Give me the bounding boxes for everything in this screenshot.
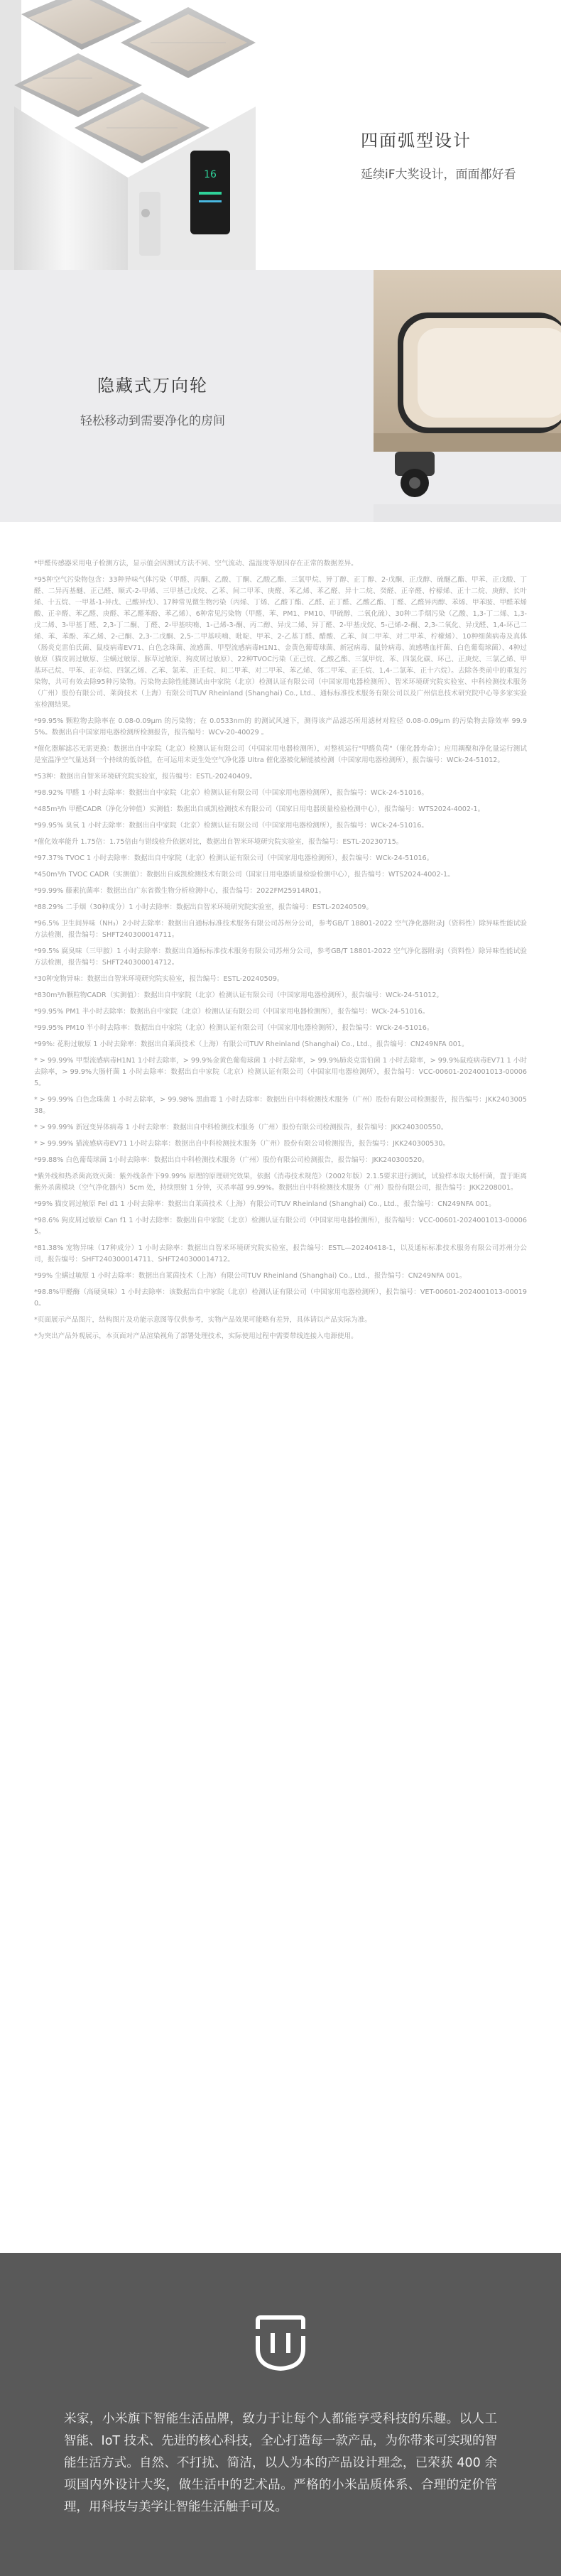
footnote: *99.95% PM1 半小时去除率：数据出自中家院（北京）检测认证有限公司（中国家用电器检测所），报告编号：WCk-24-51016。 [34, 1008, 430, 1016]
footnote: *99.95% 臭氧 1 小时去除率：数据出自中家院（北京）检测认证有限公司（中国家用电器检测所），报告编号：WCk-24-51016。 [34, 822, 428, 830]
footnote: *99% 猫皮屑过敏原 Fel d1 1 小时去除率：数据出自莱茵技术（上海）有限公司TUV Rheinland (Shanghai) Co., Ltd.，报告编号：CN249NFA 001。 [34, 1200, 496, 1208]
footnote: *99%: 花粉过敏原 1 小时去除率：数据出自莱茵技术（上海）有限公司TUV Rheinland (Shanghai) Co., Ltd.，报告编号：CN249NFA 001。 [34, 1040, 469, 1048]
footnote: *97.37% TVOC 1 小时去除率：数据出自中家院（北京）检测认证有限公司（中国家用电器检测所），报告编号：WCk-24-51016。 [34, 854, 434, 862]
footnote: *53种：数据出自智米环境研究院实验室，报告编号：ESTL-20240409。 [34, 773, 257, 781]
footnote: *830m³/h颗粒物CADR（实测值）：数据出自中家院（北京）检测认证有限公司（中国家用电器检测所），报告编号：WCk-24-51012。 [34, 991, 444, 999]
footnote: *98.92% 甲醛 1 小时去除率：数据出自中家院（北京）检测认证有限公司（中国家用电器检测所），报告编号：WCk-24-51016。 [34, 789, 428, 797]
footnote: *99.99% 藤素抗菌率：数据出自广东省微生物分析检测中心，报告编号：2022FM25914R01。 [34, 887, 326, 895]
caster-wheel-closeup-image [374, 270, 561, 522]
footnote: *98.8%甲醛酶（高硬臭味）1 小时去除率：该数据出自中家院（北京）检测认证有限公司（中国家用电器检测所），报告编号：VET-00601-2024001013-000190。 [34, 1288, 527, 1308]
design-subtitle: 延续iF大奖设计，面面都好看 [361, 168, 516, 182]
four-side-arc-design-section [0, 0, 561, 270]
footnote: *催化效率能升 1.75倍：1.75倍由与错线检升依据对比，数据出自智米环境研究院实验室，报告编号：ESTL-20230715。 [34, 838, 403, 846]
footnote: *99.95% 颗粒物去除率在 0.08-0.09μm 的污染物；在 0.0533nm的 的测试风速下，测得该产品滤芯所用滤材对粒径 0.08-0.09μm 的污染物去除效率 99.95%。数据出自中国家用电器检测所检测报告，报告编号：WCv-20-40029 。 [34, 717, 527, 737]
footnote: *99.88% 白色葡萄球菌 1小时去除率：数据出自中科检测技术服务（广州）股份有限公司检测报告，报告编号：JKK240300520。 [34, 1156, 429, 1164]
svg-text:16: 16 [204, 169, 217, 180]
design-title: 四面弧型设计 [361, 131, 472, 151]
brand-introduction: 米家，小米旗下智能生活品牌，致力于让每个人都能享受科技的乐趣。以人工智能、IoT 技术、先进的核心科技，全心打造每一款产品，为你带来可实现的智能生活方式。自然、不打扰、简洁，以人为本的产品设计理念，已荣获 400 余项国内外设计大奖，做生活中的艺术品。严格的小米品质体系、合理的定价管理，用科技与美学让智能生活触手可及。 [64, 2412, 497, 2514]
footnote: *81.38% 宠物异味（17种成分）1 小时去除率：数据出自智米环境研究院实验室，报告编号：ESTL—20240418-1，以及通标标准技术服务有限公司苏州分公司，报告编号：SHFT240300014711、SHFT240300014712。 [34, 1244, 527, 1263]
footnote: *88.29% 二手烟（30种成分）1 小时去除率：数据出自智米环境研究院实验室，报告编号：ESTL-20240509。 [34, 903, 374, 911]
footnote: * > 99.99% 白色念珠菌 1 小时去除率，> 99.98% 黑曲霉 1 小时去除率：数据出自中科检测技术服务（广州）股份有限公司检测报告，报告编号：JKK240300538。 [34, 1096, 527, 1115]
footnote: *30种宠物异味：数据出自智米环境研究院实验室，报告编号：ESTL-20240509。 [34, 975, 284, 983]
mijia-brand-footer [0, 2253, 561, 2576]
disclaimer-footnotes [34, 558, 527, 1347]
footnote: *96.5% 卫生间异味（NH₃）2小时去除率：数据出自通标标准技术服务有限公司苏州分公司，参考GB/T 18801-2022 空气净化器附录J（资料性）除异味性能试验方法检测，报告编号：SHFT240300014711。 [34, 920, 527, 939]
hidden-caster-wheel-section [0, 270, 561, 522]
footnote: *95种空气污染物包含：33种异味气体污染（甲醛、丙酮、乙酸、丁酮、乙酸乙酯、三氯甲烷、异丁醇、正丁醇、2-戊酮、正戊醇、硫醚乙酯、甲苯、正戊酸、丁醛、二异丙基醚、正己醛、顺式-2-甲烯、三甲基己戊烷、乙苯、间二甲苯、庚醛、苯乙烯、苯乙醛、异十二烷、癸醛、正辛醛、柠檬烯、正十二烷、庚醇、长叶烯、十五烷、一甲基-1-异戊、己酸异戊）、17种常见微生物污染（丙烯、丁烯、乙酸丁酯、乙醛、正丁醛、乙酸乙酯、丁醛、乙醛异丙醇、苯烯、甲苯胺、甲醛苯烯酸、正辛醛、苯乙醛、庚醛、苯乙醛苯酚、苯乙烯）、6种常见污染物（甲醛、苯、PM1、PM10、甲硫醇、二氧化硫）、30种二手烟污染（乙酸、1,3-丁二烯、1,3-戊二烯、3-甲基丁醛、2,3-丁二酮、丁醛、2-甲基呋喃、1-己烯-3-酮、丙二醇、异戊二烯、异丁醛、2-甲基戊烷、5-己烯-2-酮、2,3-二氧化、异戊醛、1,4-环己二烯、苯、苯酚、苯乙烯、2-己酮、2,3-二戊酮、2,5-二甲基呋喃、吡啶、甲苯、2-乙基丁醛、醋酸、乙苯、间二甲苯、对二甲苯、柠檬烯）、10种细菌病毒及真体（肠炎克雷伯氏菌、鼠疫病毒EV71、白色念珠菌、流感菌、甲型流感病毒H1N1、金黄色葡萄球菌、新冠病毒、鼠铃病毒、流感嗜血杆菌、白色葡萄球菌）、4种过敏原（猫皮屑过敏原、尘螨过敏原、豚草过敏原、狗皮屑过敏原）、22种TVOC污染（正己烷、乙酸乙酯、三氯甲烷、苯、四氯化碳、环己、正庚烷、三氯乙烯、甲基环己烷、甲苯、正辛烷、四氯乙烯、乙苯、氯苯、正壬烷、间二甲苯、对二甲苯、苯乙烯、邻二甲苯、正壬烷、1,4-二氯苯、正十六烷）。去除各类前中的重复污染物，共可有效去除95种污染物。污染物去除性能测试由中家院（北京）检测认证有限公司（中国家用电器检测所）、智米环境研究院实验室、中科检测技术服务（广州）股份有限公司、莱茵技术（上海）有限公司TUV Rheinland (Shanghai) Co., Ltd.、通标标准技术服务有限公司以及广州信息技术研究院中心等多家实验室检测结果。 [34, 576, 527, 709]
footnote: *99% 尘螨过敏原 1 小时去除率：数据出自莱茵技术（上海）有限公司TUV Rheinland (Shanghai) Co., Ltd.，报告编号：CN249NFA 001。 [34, 1272, 467, 1280]
mijia-logo-icon [255, 2313, 306, 2371]
footnote: * > 99.99% 新冠变异体病毒 1 小时去除率：数据出自中科检测技术服务（广州）股份有限公司检测报告，报告编号：JKK240300550。 [34, 1124, 448, 1131]
footnote: *99.5% 腐臭味（三甲胺）1 小时去除率：数据出自通标标准技术服务有限公司苏州分公司，参考GB/T 18801-2022 空气净化器附录J（资料性）除异味性能试验方法检测，报告编号：SHFT240300014712。 [34, 947, 527, 967]
wheel-caption [39, 371, 266, 428]
design-caption [361, 126, 561, 182]
footnote: *98.6% 狗皮屑过敏原 Can f1 1 小时去除率：数据出自中家院（北京）检测认证有限公司（中国家用电器检测所），报告编号：VCC-00601-2024001013-000065。 [34, 1217, 527, 1236]
footnote: * > 99.99% 甲型流感病毒H1N1 1小时去除率，> 99.9%金黄色葡萄球菌 1 小时去除率，> 99.9%肺炎克雷伯菌 1 小时去除率，> 99.9%鼠疫病毒EV71 1 小时去除率，> 99.9%大肠杆菌 1 小时去除率：数据出自中家院（北京）检测认证有限公司（中国家用电器检测所），报告编号：VCC-00601-2024001013-000065。 [34, 1057, 527, 1087]
footnote: *99.95% PM10 半小时去除率：数据出自中家院（北京）检测认证有限公司（中国家用电器检测所），报告编号：WCk-24-51016。 [34, 1024, 434, 1032]
wheel-subtitle: 轻松移动到需要净化的房间 [80, 414, 225, 428]
footnote: *485m³/h 甲醛CADR（净化分钟值）实测值：数据出自威凯检测技术有限公司（国家日用电器质量检验检测中心），报告编号：WTS2024-4002-1。 [34, 805, 485, 813]
footnote: *450m³/h TVOC CADR（实测值）：数据出自威凯检测技术有限公司（国家日用电器质量检验检测中心），报告编号：WTS2024-4002-1。 [34, 871, 454, 879]
footnote: *为突出产品外观展示，本页面对产品渲染视角了部署处理技术，实际使用过程中需要带线连接入电源使用。 [34, 1332, 358, 1340]
footnote: *页面展示产品图片，结构图片及功能示意图等仅供参考，实物产品效果可能略有差异，具体请以产品实际为准。 [34, 1316, 371, 1324]
air-purifier-top-view-image [0, 0, 280, 270]
wheel-title: 隐藏式万向轮 [97, 376, 208, 396]
footnote: * > 99.99% 猫流感病毒EV71 1小时去除率：数据出自中科检测技术服务（广州）股份有限公司检测报告，报告编号：JKK240300530。 [34, 1140, 450, 1148]
footnote: *催化器解滤芯无需更换：数据出自中家院（北京）检测认证有限公司（中国家用电器检测所），对整机运行"甲醛负荷"（催化器寿命）；应用耦聚和净化量运行测试是室温净空气量达到一个持续的低谷值，在可运用未更生处空气净化器 Ultra 催化器被化解能被检测（中国家用电器检测所），报告编号：WCk-24-51012。 [34, 745, 527, 764]
footnote: *甲醛传感器采用电子检测方法，显示值会因测试方法不同、空气流动、温湿度等原因存在正常的数据差异。 [34, 560, 358, 567]
footnote: *紫外线和热杀菌高效灭菌：紫外线条件下99.99% 原理的原理研究效果，依据《消毒技术规范》（2002年版）2.1.5要求进行测试，试验样本取大肠杆菌，置于距离紫外杀菌模块（空气净化器内）5cm 处，持续照射 1 分钟，灭杀率超 99.99%。数据出自中科检测技术服务（广州）股份有限公司，报告编号：JKK2208001。 [34, 1173, 527, 1192]
